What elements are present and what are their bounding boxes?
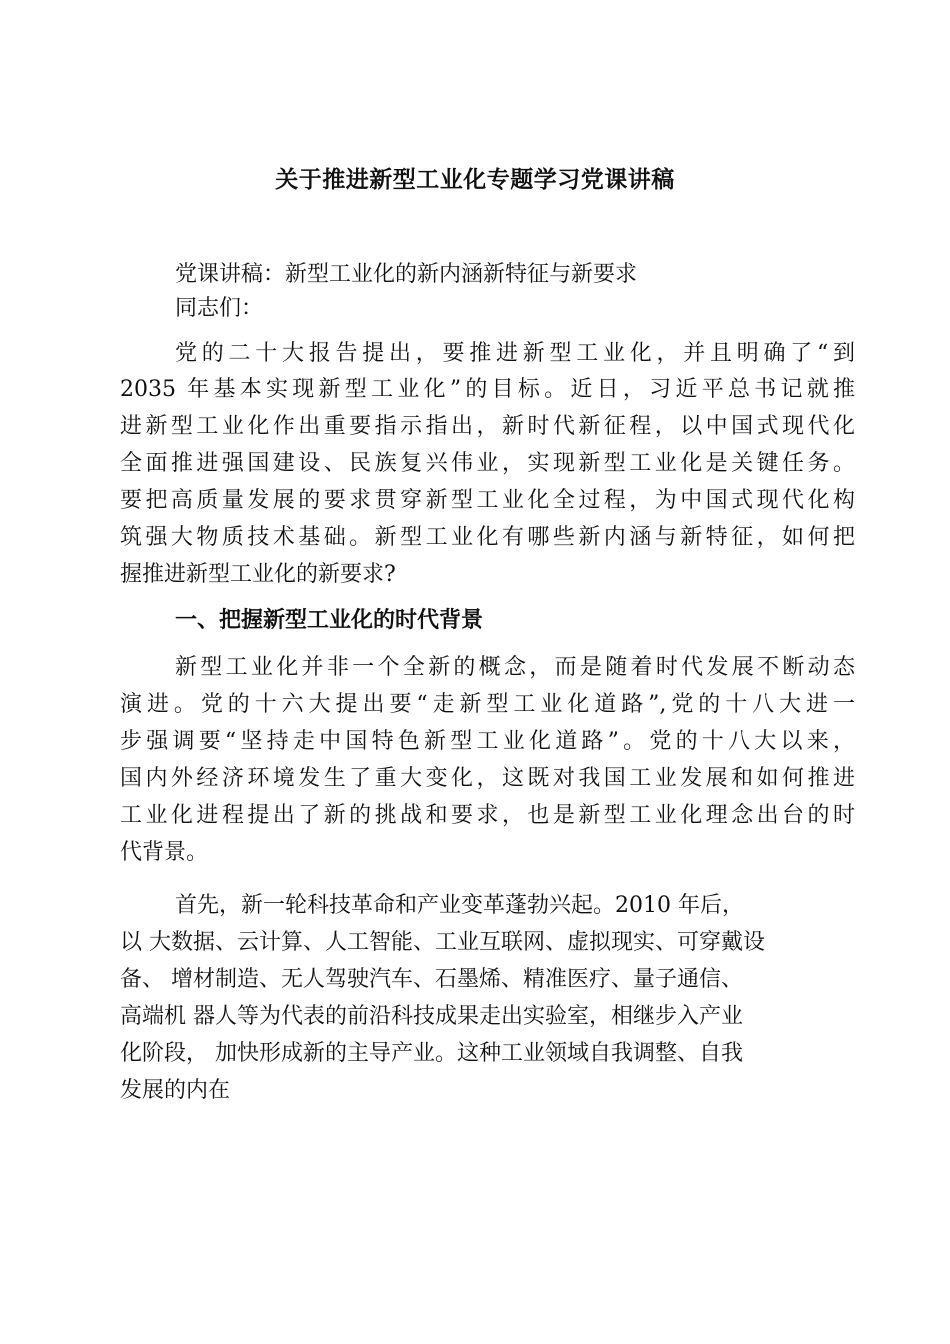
section1-line: 国内外经济环境发生了重大变化，这既对我国工业发展和如何推进 (120, 766, 855, 791)
document-title: 关于推进新型工业化专题学习党课讲稿 (275, 167, 675, 193)
section1-line: 步强调要“坚持走中国特色新型工业化道路”。党的十八大以来， (120, 729, 855, 754)
intro-line: 2035 年基本实现新型工业化”的目标。近日，习近平总书记就推 (120, 377, 855, 402)
intro-line: 握推进新型工业化的新要求? (120, 562, 396, 587)
intro-line: 党的二十大报告提出，要推进新型工业化，并且明确了“到 (175, 341, 855, 366)
document-subtitle: 党课讲稿：新型工业化的新内涵新特征与新要求 (175, 262, 638, 287)
intro-line: 要把高质量发展的要求贯穿新型工业化全过程，为中国式现代化构 (120, 488, 855, 513)
para2-line: 化阶段， 加快形成新的主导产业。这种工业领域自我调整、自我 (120, 1041, 743, 1066)
para2-line: 高端机 器人等为代表的前沿科技成果走出实验室，相继步入产业 (120, 1004, 743, 1029)
section1-line: 工业化进程提出了新的挑战和要求，也是新型工业化理念出台的时 (120, 803, 855, 828)
intro-line: 进新型工业化作出重要指示指出，新时代新征程，以中国式现代化 (120, 414, 855, 439)
section1-line: 新型工业化并非一个全新的概念，而是随着时代发展不断动态 (175, 655, 855, 680)
section1-line: 代背景。 (120, 840, 209, 865)
salutation: 同志们： (175, 296, 264, 321)
para2-line: 发展的内在 (120, 1078, 231, 1103)
section-heading: 一、把握新型工业化的时代背景 (175, 608, 484, 633)
para2-line: 首先，新一轮科技革命和产业变革蓬勃兴起。2010 年后， (175, 893, 744, 918)
para2-line: 以 大数据、云计算、人工智能、工业互联网、虚拟现实、可穿戴设 (120, 930, 765, 955)
intro-line: 筑强大物质技术基础。新型工业化有哪些新内涵与新特征，如何把 (120, 525, 855, 550)
section1-line: 演进。党的十六大提出要“走新型工业化道路”,党的十八大进一 (120, 692, 855, 717)
intro-line: 全面推进强国建设、民族复兴伟业，实现新型工业化是关键任务。 (120, 451, 855, 476)
para2-line: 备、 增材制造、无人驾驶汽车、石墨烯、精准医疗、量子通信、 (120, 967, 743, 992)
